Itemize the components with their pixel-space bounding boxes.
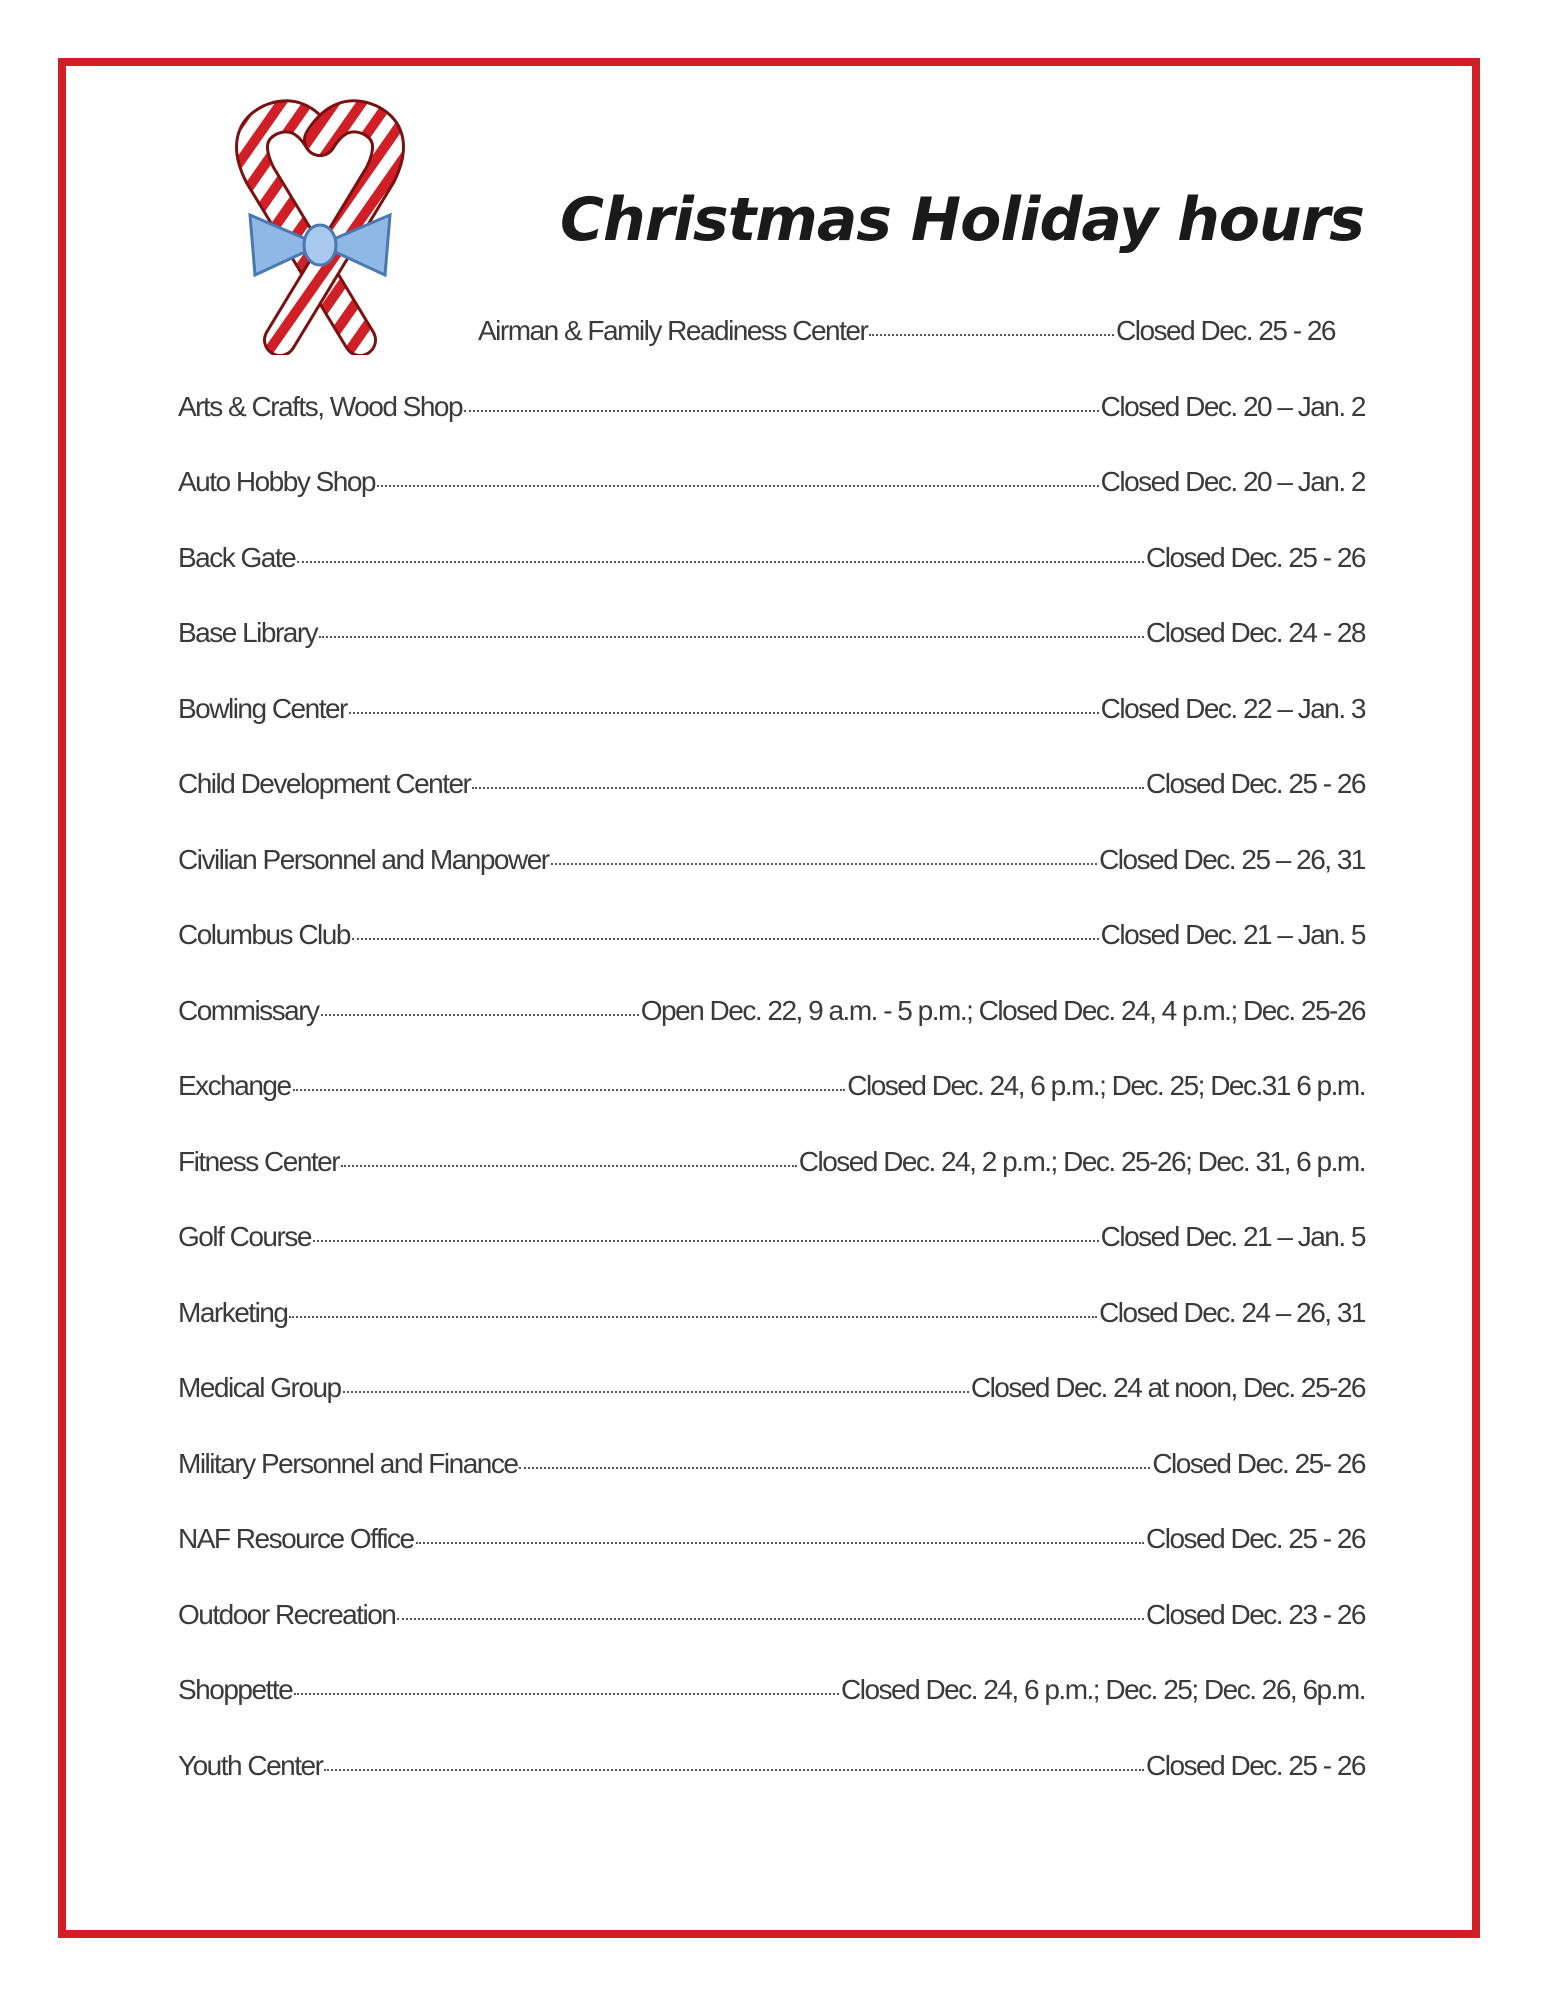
candy-canes-icon [200,95,440,355]
list-item [178,1599,1365,1639]
facility-hours: Closed Dec. 21 – Jan. 5 [1100,1221,1365,1252]
facility-hours: Closed Dec. 22 – Jan. 3 [1100,692,1365,724]
facility-hours: Closed Dec. 24 - 28 [1146,617,1365,648]
dot-leader [551,863,1097,865]
dot-leader [341,1165,797,1167]
list-item [178,1070,1365,1110]
facility-name: Commissary [178,994,319,1026]
dot-leader [321,1014,639,1016]
dot-leader [464,410,1099,412]
facility-hours: Closed Dec. 25 - 26 [1146,768,1365,799]
facility-name: Marketing [178,1296,288,1328]
list-item [178,1750,1365,1790]
list-item [178,1372,1365,1412]
facility-hours: Open Dec. 22, 9 a.m. - 5 p.m.; Closed Dec. 24, 4 p.m.; Dec. 25-26 [640,994,1365,1026]
facility-name: Exchange [178,1070,291,1101]
facility-hours: Closed Dec. 24 at noon, Dec. 25-26 [970,1372,1365,1403]
dot-leader [472,787,1144,789]
facility-hours: Closed Dec. 24, 2 p.m.; Dec. 25-26; Dec. 31, 6 p.m. [798,1145,1365,1177]
dot-leader [293,1089,846,1091]
dot-leader [397,1618,1144,1620]
facility-hours: Closed Dec. 25 - 26 [1146,1523,1365,1554]
list-item [178,1146,1365,1186]
facility-name: Outdoor Recreation [178,1598,396,1630]
list-item [178,542,1365,582]
list-item [178,466,1365,506]
facility-hours: Closed Dec. 24, 6 p.m.; Dec. 25; Dec. 26, 6p.m. [841,1674,1365,1705]
list-item [178,1674,1365,1714]
dot-leader [313,1240,1099,1242]
list-item [178,1297,1365,1337]
facility-name: Medical Group [178,1372,341,1403]
list-item [178,693,1365,733]
facility-hours: Closed Dec. 25 - 26 [1146,1749,1365,1781]
dot-leader [324,1769,1144,1771]
facility-name: Youth Center [178,1749,323,1781]
facility-hours: Closed Dec. 20 – Jan. 2 [1100,390,1365,422]
facility-hours: Closed Dec. 23 - 26 [1146,1598,1365,1630]
list-item [478,315,1335,355]
dot-leader [289,1316,1097,1318]
facility-hours: Closed Dec. 20 – Jan. 2 [1100,466,1365,497]
list-item [178,995,1365,1035]
list-item [178,1221,1365,1261]
facility-name: Arts & Crafts, Wood Shop [178,390,463,422]
facility-name: Shoppette [178,1674,293,1705]
facility-hours: Closed Dec. 25 – 26, 31 [1099,843,1365,875]
facility-hours: Closed Dec. 24 – 26, 31 [1099,1296,1365,1328]
dot-leader [519,1467,1150,1469]
facility-name: Military Personnel and Finance [178,1447,518,1479]
dot-leader [416,1542,1145,1544]
list-item [178,919,1365,959]
dot-leader [869,334,1114,336]
facility-name: Auto Hobby Shop [178,466,375,497]
dot-leader [343,1391,969,1393]
facility-name: Airman & Family Readiness Center [478,315,868,346]
list-item [178,768,1365,808]
dot-leader [352,938,1099,940]
facility-name: Fitness Center [178,1145,340,1177]
page-title: Christmas Holiday hours [560,185,1365,255]
list-item [178,1448,1365,1488]
facility-hours: Closed Dec. 24, 6 p.m.; Dec. 25; Dec.31 6 p.m. [847,1070,1365,1101]
list-item [178,617,1365,657]
dot-leader [349,712,1099,714]
facility-name: Columbus Club [178,919,350,950]
list-item [178,1523,1365,1563]
facility-hours: Closed Dec. 25 - 26 [1146,541,1365,573]
facility-name: NAF Resource Office [178,1523,414,1554]
facility-name: Child Development Center [178,768,471,799]
facility-name: Bowling Center [178,692,347,724]
facility-hours: Closed Dec. 25 - 26 [1116,315,1335,346]
facility-name: Back Gate [178,541,296,573]
list-item [178,844,1365,884]
facility-hours: Closed Dec. 25- 26 [1152,1447,1365,1479]
dot-leader [297,561,1144,563]
facility-hours: Closed Dec. 21 – Jan. 5 [1100,919,1365,950]
dot-leader [319,636,1144,638]
list-item [178,391,1365,431]
facility-name: Civilian Personnel and Manpower [178,843,549,875]
dot-leader [377,485,1099,487]
facility-name: Golf Course [178,1221,311,1252]
dot-leader [294,1693,839,1695]
facility-name: Base Library [178,617,318,648]
